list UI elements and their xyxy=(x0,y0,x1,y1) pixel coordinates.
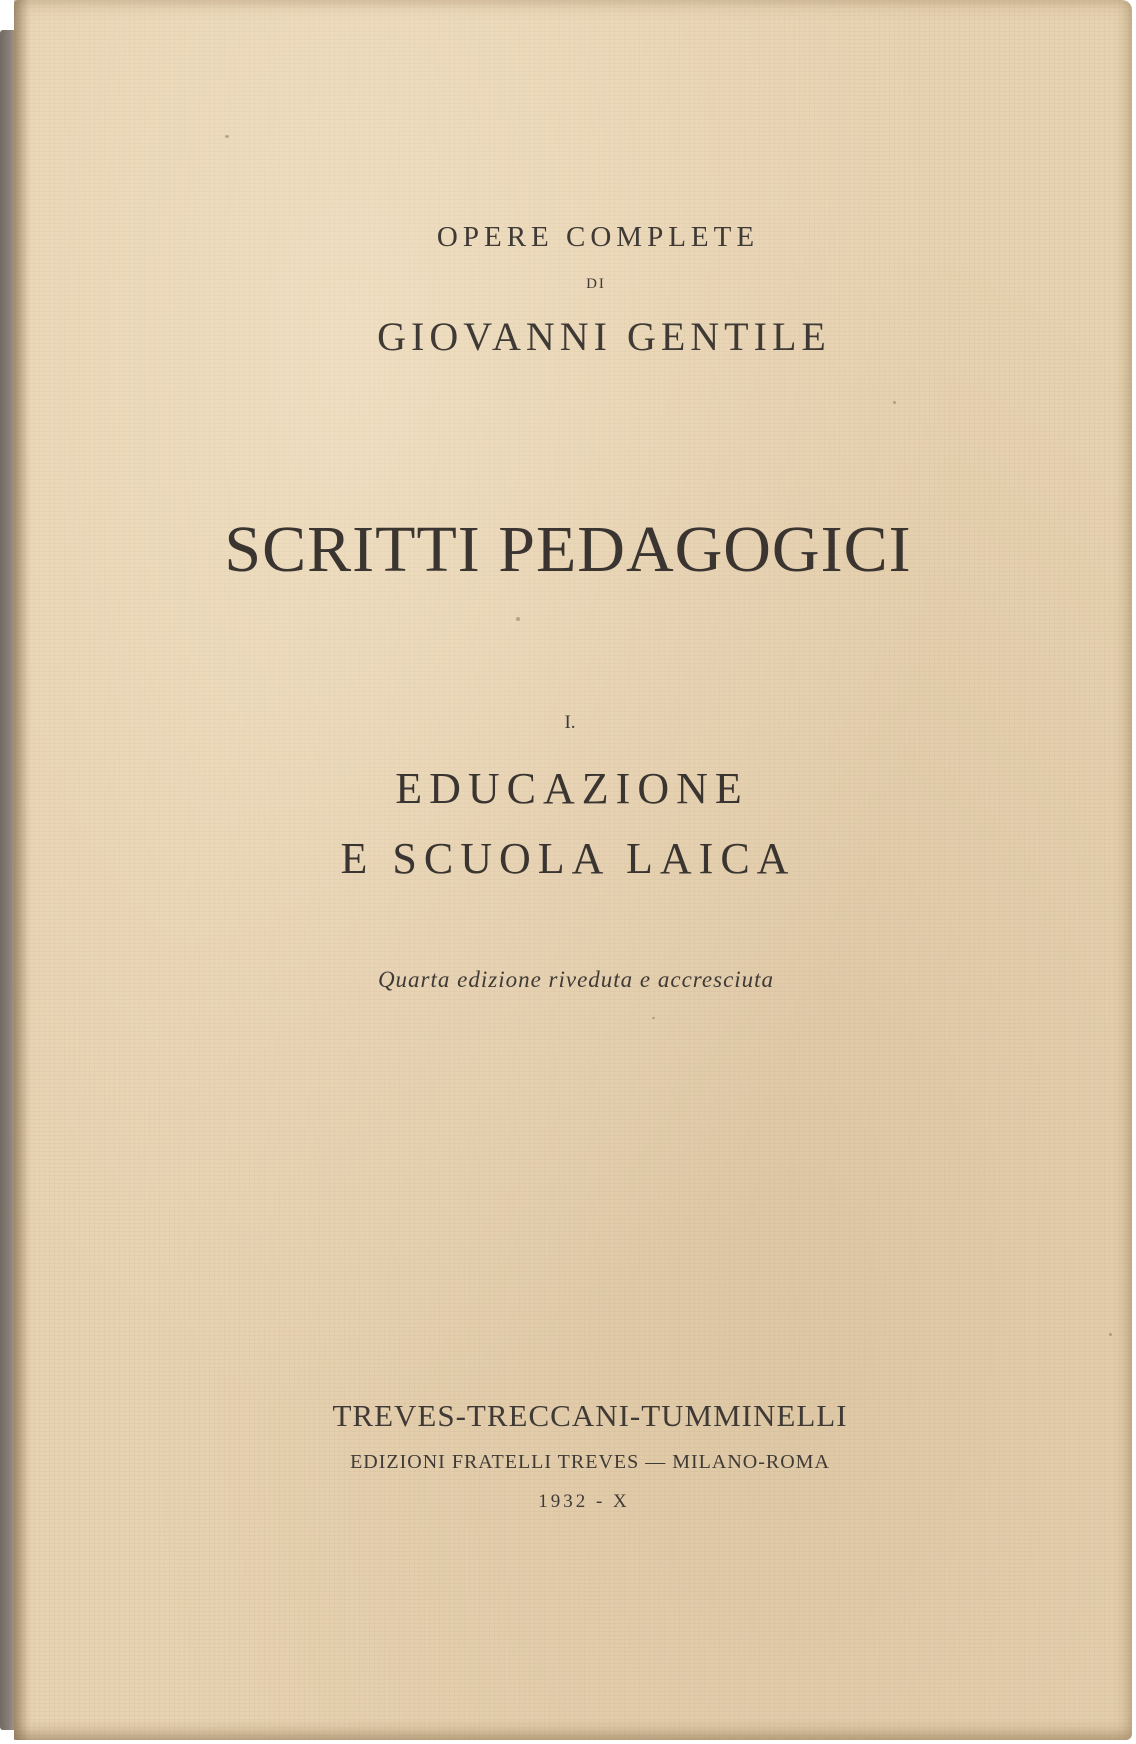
author-connector: DI xyxy=(586,276,606,292)
volume-number: I. xyxy=(564,712,576,733)
book-title: SCRITTI PEDAGOGICI xyxy=(224,513,912,586)
paper-speck xyxy=(1109,1333,1112,1336)
volume-title-line-1: EDUCAZIONE xyxy=(395,764,749,813)
publisher-name: TREVES-TRECCANI-TUMMINELLI xyxy=(332,1398,848,1433)
paper-speck xyxy=(516,617,520,621)
paper-speck xyxy=(652,1017,655,1019)
edition-note: Quarta edizione riveduta e accresciuta xyxy=(377,967,775,992)
paper-speck xyxy=(225,135,229,138)
publication-year: 1932 - X xyxy=(538,1491,630,1512)
paper-speck xyxy=(893,401,896,404)
publisher-imprint: EDIZIONI FRATELLI TREVES — MILANO-ROMA xyxy=(350,1451,830,1473)
author-name: GIOVANNI GENTILE xyxy=(377,314,831,359)
volume-title-line-2: E SCUOLA LAICA xyxy=(340,834,796,883)
series-title: OPERE COMPLETE xyxy=(436,221,760,253)
